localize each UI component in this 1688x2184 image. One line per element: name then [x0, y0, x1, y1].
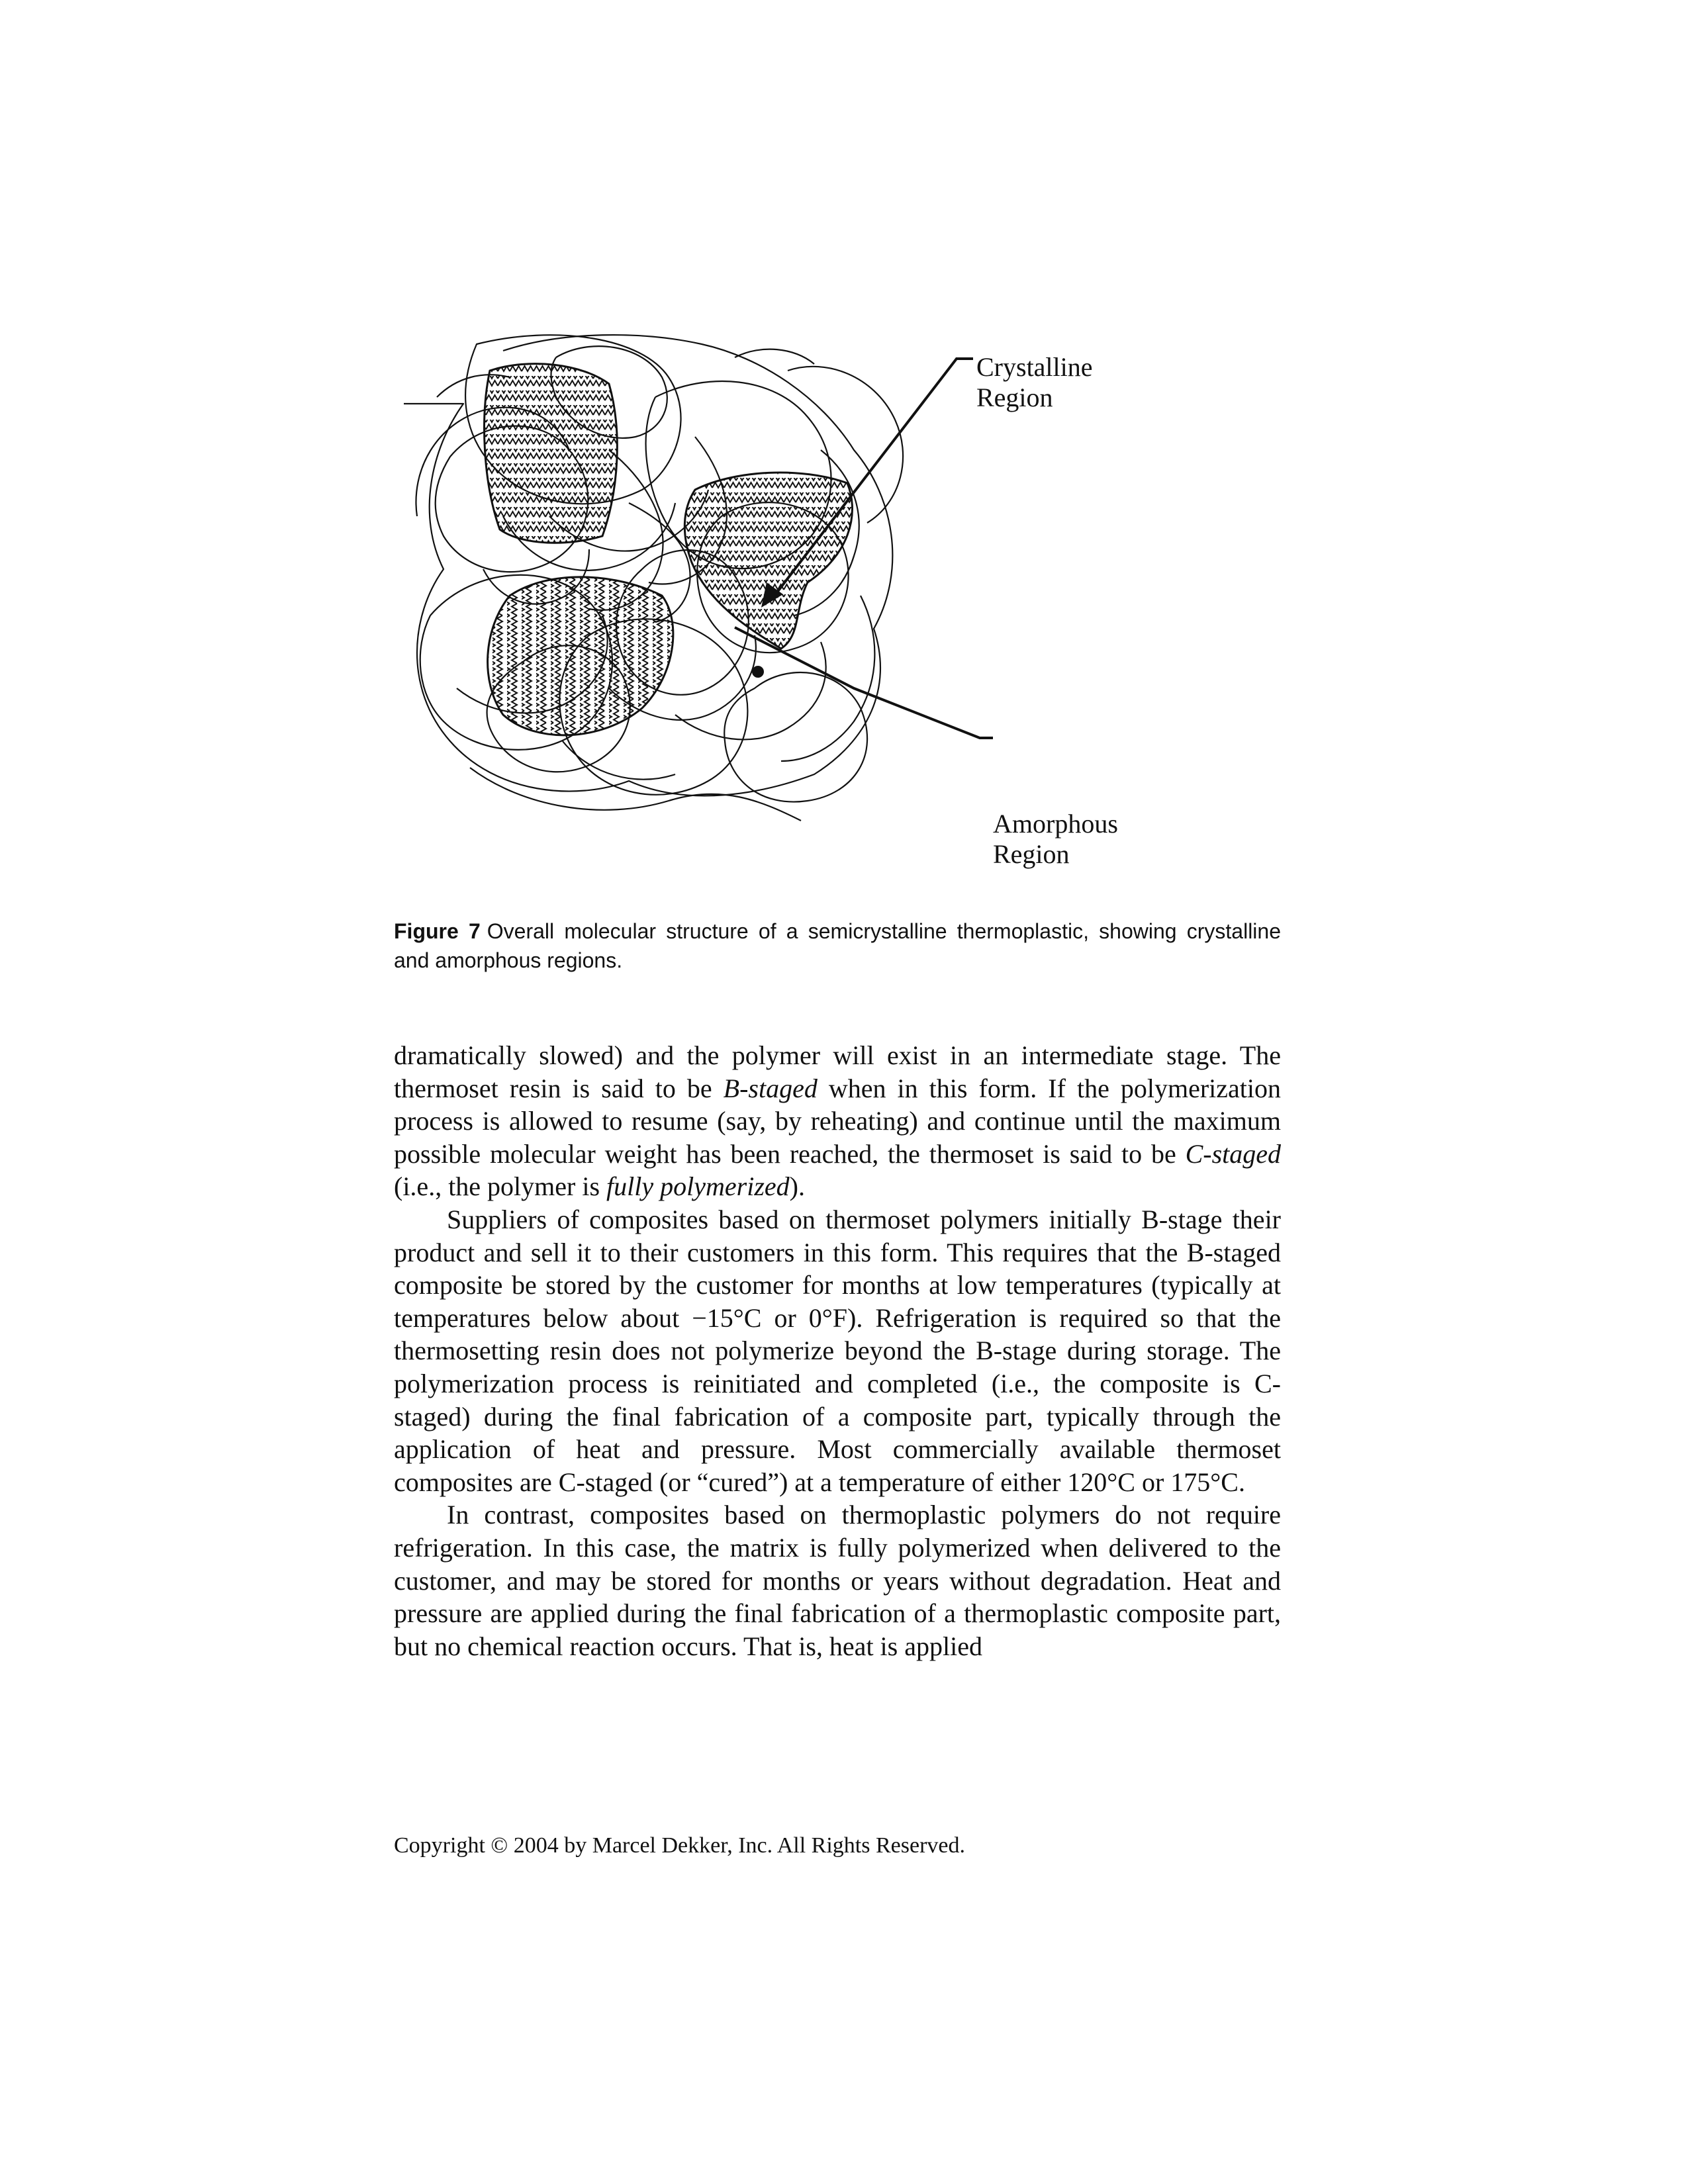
- crystalline-region-right: [684, 473, 852, 649]
- paragraph-1-text: ).: [789, 1171, 805, 1202]
- term-fully-polymerized: fully polymerized: [606, 1171, 790, 1202]
- amorphous-region-label: Amorphous Region: [993, 809, 1118, 869]
- paragraph-2: Suppliers of composites based on thermoset polymers initially B-stage their product and sell it to their customers in this form. This requires that the B-staged composite be stored by the customer for months at low temperatures (typically at temperatures below about −15°C or 0°F). Refrigeration is required so that the thermosetting resin does not polymerize beyond the B-stage during storage. The polymerization process is reinitiated and completed (i.e., the composite is C-staged) during the final fabrication of a composite part, typically through the application of heat and pressure. Most commercially available thermoset composites are C-staged (or “cured”) at a temperature of either 120°C or 175°C.: [394, 1204, 1281, 1497]
- paragraph-3: In contrast, composites based on thermoplastic polymers do not require refrigeration. In this case, the matrix is fully polymerized when delivered to the customer, and may be stored for months or years without degradation. Heat and pressure are applied during the final fabrication of a thermoplastic composite part, but no chemical reaction occurs. That is, heat is applied: [394, 1500, 1281, 1661]
- amorphous-chains: [404, 335, 903, 821]
- crystalline-region-label: Crystalline Region: [976, 352, 1093, 412]
- amorphous-leader-dot: [752, 666, 764, 678]
- crystalline-region-top-left: [485, 364, 618, 543]
- paragraph-1: [394, 1039, 1281, 1203]
- term-b-staged: B-staged: [723, 1073, 818, 1103]
- paragraph-1-text: when in this form. If the polymerization process is allowed to resume (say, by reheating) and continue until the maximum possible molecular weight has been reached, the thermoset is said to be: [394, 1073, 1282, 1169]
- paragraph-1-text: (i.e., the polymer is: [394, 1171, 607, 1202]
- figure-caption-text: Overall molecular structure of a semicrystalline thermoplastic, showing crystalline and amorphous regions.: [394, 919, 1281, 972]
- figure-number: Figure 7: [394, 919, 481, 943]
- copyright-footer: Copyright © 2004 by Marcel Dekker, Inc. All Rights Reserved.: [394, 1833, 965, 1858]
- figure-caption: [394, 917, 1281, 975]
- paragraph-1-text: dramatically slowed) and the polymer will exist in an intermediate stage. The thermoset resin is said to be: [394, 1040, 1281, 1103]
- term-c-staged: C-staged: [1185, 1138, 1281, 1169]
- body-text: [394, 1039, 1281, 1662]
